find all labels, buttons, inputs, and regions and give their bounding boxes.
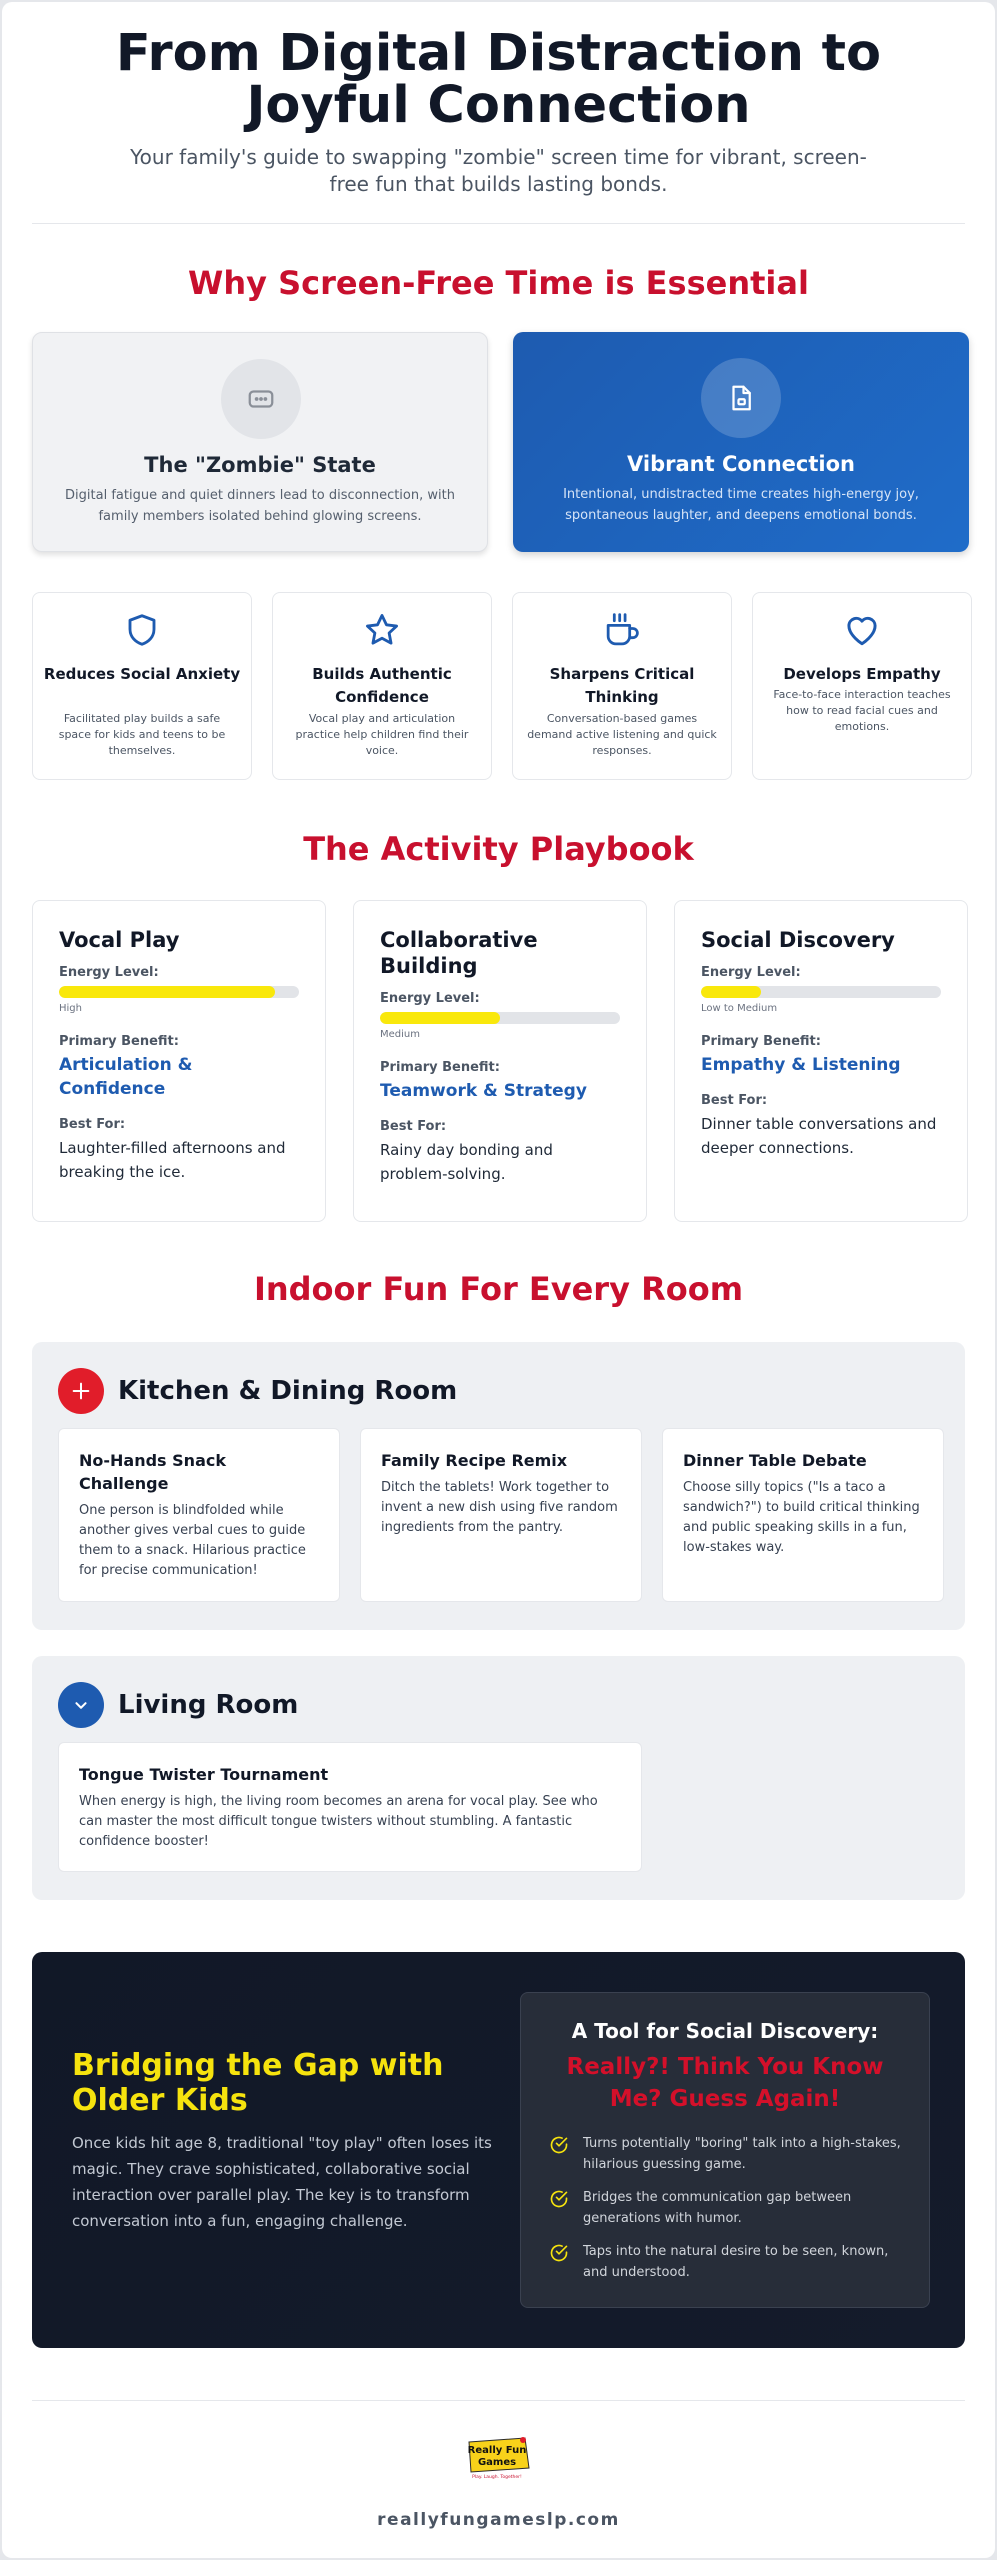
energy-meter (701, 986, 941, 998)
check-circle-icon (549, 2189, 571, 2213)
activity-title: Social Discovery (701, 928, 895, 952)
zombie-state-card (32, 332, 488, 552)
energy-meter-fill (380, 1012, 500, 1024)
benefit-label: Primary Benefit: (59, 1034, 179, 1049)
idea-card (662, 1428, 944, 1602)
benefit-card-anxiety (32, 592, 252, 780)
activity-title: Vocal Play (59, 928, 180, 952)
best-for-label: Best For: (701, 1093, 768, 1108)
room-header (58, 1368, 457, 1414)
benefit-description: Facilitated play builds a safe space for kids and teens to be themselves. (58, 712, 226, 757)
state-title: The "Zombie" State (144, 453, 376, 477)
energy-meter (59, 986, 299, 998)
room-title: Living Room (118, 1690, 299, 1720)
idea-description: One person is blindfolded while another gives verbal cues to guide them to a snack. Hilarious practice for precise communication! (79, 1503, 306, 1578)
tool-benefits-list (549, 2133, 905, 2295)
list-item (549, 2241, 905, 2283)
benefit-description: Face-to-face interaction teaches how to read facial cues and emotions. (773, 688, 951, 733)
best-for-label: Best For: (380, 1119, 447, 1134)
energy-meter-fill (59, 986, 275, 998)
best-for-text: Dinner table conversations and deeper connections. (701, 1115, 937, 1157)
why-heading: Why Screen-Free Time is Essential (188, 264, 809, 302)
best-for-text: Laughter-filled afternoons and breaking the ice. (59, 1139, 286, 1181)
state-description: Intentional, undistracted time creates high-energy joy, spontaneous laughter, and deepens emotional bonds. (563, 487, 919, 523)
rooms-heading: Indoor Fun For Every Room (253, 1270, 744, 1308)
energy-caption: Low to Medium (701, 1003, 778, 1014)
energy-label: Energy Level: (380, 991, 480, 1006)
brand-logo (463, 2432, 533, 2488)
plus-icon (58, 1368, 104, 1414)
energy-caption: Medium (380, 1029, 420, 1040)
tool-card (520, 1992, 930, 2308)
activity-card-social-discovery (674, 900, 968, 1222)
energy-label: Energy Level: (701, 965, 801, 980)
best-for-text: Rainy day bonding and problem-solving. (380, 1141, 553, 1183)
older-kids-description: Once kids hit age 8, traditional "toy play" often loses its magic. They crave sophisticated, collaborative social interaction over parallel play. The key is to transform conversation into a fun, engaging challenge. (72, 2134, 492, 2230)
vibrant-connection-card (513, 332, 969, 552)
coffee-cup-icon (513, 611, 731, 649)
chevron-down-icon (58, 1682, 104, 1728)
activity-card-vocal-play (32, 900, 326, 1222)
page-title: From Digital Distraction to Joyful Connection (115, 24, 882, 135)
game-name: Really?! Think You Know Me? Guess Again! (566, 2054, 884, 2112)
check-circle-icon (549, 2243, 571, 2267)
benefit-card-empathy (752, 592, 972, 780)
primary-benefit: Articulation & Confidence (59, 1055, 193, 1099)
primary-benefit: Teamwork & Strategy (380, 1081, 587, 1101)
idea-title: Family Recipe Remix (381, 1451, 568, 1470)
idea-description: Ditch the tablets! Work together to invent a new dish using five random ingredients from the pantry. (381, 1480, 618, 1535)
benefit-description: Vocal play and articulation practice help children find their voice. (295, 712, 469, 757)
energy-caption: High (59, 1003, 82, 1014)
benefit-card-thinking (512, 592, 732, 780)
living-room-section (32, 1656, 965, 1900)
energy-meter-fill (701, 986, 761, 998)
idea-card (58, 1428, 340, 1602)
playbook-heading: The Activity Playbook (303, 830, 694, 868)
primary-benefit: Empathy & Listening (701, 1055, 901, 1075)
list-item (549, 2133, 905, 2175)
heart-icon (753, 611, 971, 647)
chat-bubble-icon (221, 359, 301, 439)
list-item-text: Bridges the communication gap between generations with humor. (583, 2190, 852, 2226)
idea-title: Tongue Twister Tournament (79, 1765, 329, 1784)
list-item (549, 2187, 905, 2229)
benefit-description: Conversation-based games demand active listening and quick responses. (527, 712, 717, 757)
idea-card (360, 1428, 642, 1602)
list-item-text: Turns potentially "boring" talk into a high-stakes, hilarious guessing game. (583, 2136, 901, 2172)
energy-meter (380, 1012, 620, 1024)
energy-label: Energy Level: (59, 965, 159, 980)
divider (32, 223, 965, 224)
star-icon (273, 611, 491, 649)
idea-title: Dinner Table Debate (683, 1451, 867, 1470)
list-item-text: Taps into the natural desire to be seen, known, and understood. (583, 2244, 889, 2280)
shield-icon (33, 611, 251, 649)
older-kids-title: Bridging the Gap with Older Kids (72, 2048, 444, 2118)
divider (32, 2400, 965, 2401)
idea-description: Choose silly topics ("Is a taco a sandwich?") to build critical thinking and public speaking skills in a fun, low-stakes way. (683, 1480, 920, 1555)
benefit-title: Reduces Social Anxiety (43, 665, 241, 683)
benefit-card-confidence (272, 592, 492, 780)
best-for-label: Best For: (59, 1117, 126, 1132)
older-kids-section (32, 1952, 965, 2348)
check-circle-icon (549, 2135, 571, 2159)
infographic-page (2, 2, 995, 2558)
footer-website-link[interactable]: reallyfungameslp.com (377, 2510, 620, 2530)
state-description: Digital fatigue and quiet dinners lead to disconnection, with family members isolated behind glowing screens. (65, 488, 455, 524)
benefit-label: Primary Benefit: (380, 1060, 500, 1075)
benefit-title: Develops Empathy (783, 665, 941, 683)
benefit-title: Sharpens Critical Thinking (549, 665, 695, 706)
room-title: Kitchen & Dining Room (118, 1376, 458, 1406)
tool-heading: A Tool for Social Discovery: (571, 2019, 879, 2043)
logo-line-1: Really Fun (467, 2445, 527, 2456)
kitchen-room-section (32, 1342, 965, 1630)
idea-title: No-Hands Snack Challenge (79, 1451, 226, 1493)
room-header (58, 1682, 298, 1728)
logo-tagline: Play. Laugh. Together! (472, 2475, 522, 2480)
idea-card (58, 1742, 642, 1872)
state-title: Vibrant Connection (627, 452, 855, 476)
idea-description: When energy is high, the living room becomes an arena for vocal play. See who can master the most difficult tongue twisters without stumbling. A fantastic confidence booster! (79, 1794, 598, 1849)
page-subtitle: Your family's guide to swapping "zombie" screen time for vibrant, screen-free fun that builds lasting bonds. (130, 145, 867, 196)
file-icon (701, 358, 781, 438)
activity-card-collaborative-building (353, 900, 647, 1222)
logo-line-2: Games (477, 2457, 517, 2468)
benefit-label: Primary Benefit: (701, 1034, 821, 1049)
benefit-title: Builds Authentic Confidence (312, 665, 452, 706)
activity-title: Collaborative Building (380, 928, 538, 978)
